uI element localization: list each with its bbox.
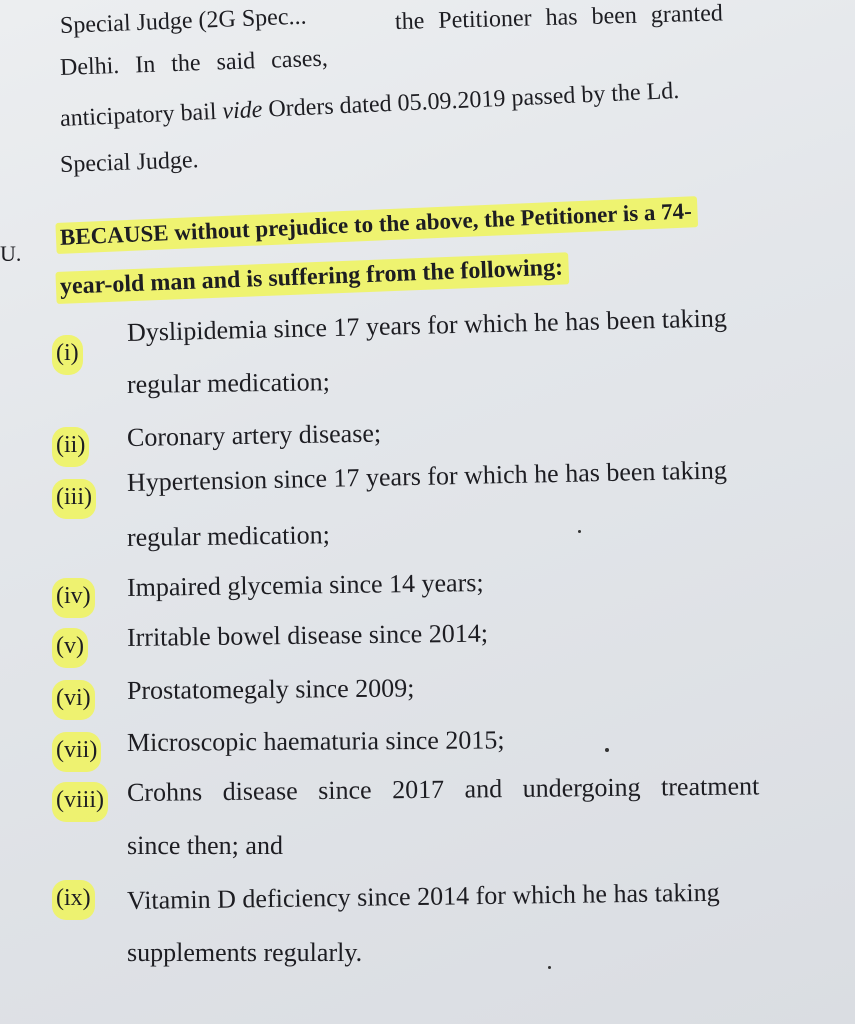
paper-speck bbox=[548, 966, 551, 969]
item-text: Irritable bowel disease since 2014; bbox=[126, 618, 489, 652]
intro-line-2-text: Delhi. In the said cases, bbox=[59, 45, 329, 81]
para-heading-line-1-text: BECAUSE without prejudice to the above, the Petitioner is a 74- bbox=[55, 196, 698, 254]
item-text: Crohns disease since 2017 and undergoing treatment bbox=[126, 771, 760, 807]
item-text: Hypertension since 17 years for which he has been taking bbox=[126, 455, 728, 497]
item-number: (i) bbox=[52, 335, 83, 375]
item-number: (ix) bbox=[52, 880, 95, 920]
para-heading-line-1 bbox=[56, 199, 699, 249]
item-continuation: regular medication; bbox=[126, 367, 331, 399]
item-text: Dyslipidemia since 17 years for which he has been taking bbox=[126, 303, 728, 347]
para-marker bbox=[0, 243, 21, 265]
item-number: (vii) bbox=[52, 732, 101, 772]
item-continuation: supplements regularly. bbox=[127, 938, 363, 967]
item-number: (iii) bbox=[52, 479, 96, 519]
item-number: (vi) bbox=[52, 680, 95, 720]
intro-line-3 bbox=[59, 79, 679, 131]
item-text: Vitamin D deficiency since 2014 for which he has taking bbox=[126, 877, 720, 915]
item-number: (v) bbox=[52, 628, 88, 668]
intro-line-4-text: Special Judge. bbox=[59, 147, 200, 178]
intro-line-1b-text: the Petitioner has been granted bbox=[394, 0, 724, 35]
paper-speck bbox=[605, 748, 609, 752]
para-marker-text: U. bbox=[0, 241, 22, 266]
item-continuation: regular medication; bbox=[126, 520, 331, 552]
paper-speck bbox=[578, 530, 581, 533]
item-number: (iv) bbox=[52, 578, 95, 618]
intro-line-3-text-b: Orders dated 05.09.2019 passed by the Ld. bbox=[261, 77, 680, 123]
intro-line-3-vide: vide bbox=[221, 96, 263, 125]
intro-line-1 bbox=[60, 5, 307, 38]
intro-line-3-text-a: anticipatory bail bbox=[59, 98, 224, 132]
item-text: Coronary artery disease; bbox=[126, 418, 382, 452]
item-number: (viii) bbox=[52, 782, 108, 822]
item-text: Impaired glycemia since 14 years; bbox=[126, 568, 484, 602]
item-text: Microscopic haematuria since 2015; bbox=[126, 725, 505, 757]
para-heading-line-2-text: year-old man and is suffering from the following: bbox=[55, 252, 569, 304]
intro-line-1-text: Special Judge (2G Spec... bbox=[59, 3, 307, 39]
item-number: (ii) bbox=[52, 427, 89, 467]
intro-line-1b bbox=[395, 1, 723, 34]
intro-line-2 bbox=[60, 47, 329, 80]
item-text: Prostatomegaly since 2009; bbox=[126, 673, 415, 705]
item-continuation: since then; and bbox=[127, 831, 283, 860]
intro-line-4 bbox=[60, 148, 199, 177]
para-heading-line-2 bbox=[56, 255, 570, 299]
